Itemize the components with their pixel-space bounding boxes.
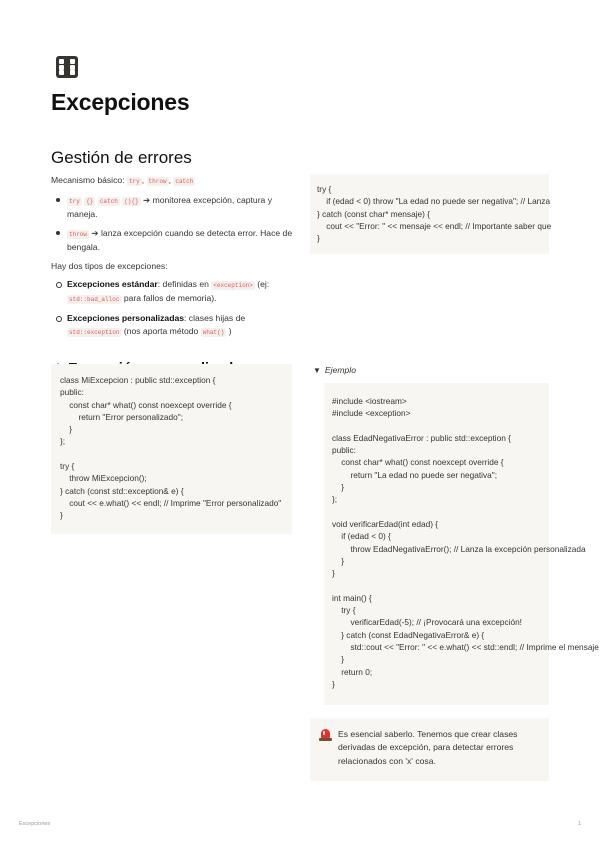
- toggle-ejemplo[interactable]: [313, 365, 356, 375]
- triangle-down-icon: ▼: [313, 365, 321, 375]
- separator: ,: [168, 175, 171, 185]
- type-text: : definidas en: [157, 279, 209, 289]
- page-title: Excepciones: [51, 89, 190, 115]
- list-item: [51, 227, 297, 254]
- type-text: ): [228, 326, 232, 336]
- inline-code: <exception>: [213, 282, 253, 289]
- list-item: [51, 312, 297, 339]
- inline-code: what(): [202, 329, 225, 336]
- inline-code: std::exception: [69, 329, 120, 336]
- intro-label: Mecanismo básico:: [51, 175, 125, 185]
- arrow-icon: ➔: [91, 228, 99, 238]
- type-text: (ej:: [257, 279, 270, 289]
- list-item-text: lanza excepción cuando se detecta error. Hace de bengala.: [67, 228, 293, 252]
- section-heading-gestion: Gestión de errores: [51, 148, 192, 167]
- inline-code: throw: [148, 178, 167, 185]
- inline-code: try: [128, 178, 140, 185]
- police-siren-icon: [319, 728, 332, 742]
- type-text: para fallos de memoria).: [123, 293, 217, 303]
- dice-five-icon: [56, 56, 78, 78]
- inline-code: catch: [175, 178, 194, 185]
- inline-code: catch: [99, 198, 118, 205]
- mechanism-list: [51, 194, 297, 254]
- code-block-custom-exception: class MiExcepcion : public std::exception { public: const char* what() const noexcept override { return "Error personalizado"; } }; try { throw MiExcepcion(); } catch (const std::exception& e) { cout << e.what() << endl; // Imprime "Error personalizado" }: [51, 364, 292, 534]
- footer-page-number: 1: [578, 821, 582, 827]
- type-text: (nos aporta método: [123, 326, 199, 336]
- types-intro: Hay dos tipos de excepciones:: [51, 261, 168, 271]
- inline-code: std::bad_alloc: [69, 296, 120, 303]
- callout: [310, 718, 549, 781]
- footer-title: Excepciones: [19, 821, 51, 827]
- type-name: Excepciones personalizadas: [67, 313, 185, 323]
- list-item-text: monitorea excepción, captura y maneja.: [67, 195, 273, 219]
- intro-paragraph: [51, 174, 297, 188]
- code-block-example: #include <iostream> #include <exception> class EdadNegativaError : public std::exception { public: const char* what() const noexcept override { return "La edad no puede ser negativa"; } }; void verificarEdad(int edad) { if (edad < 0) { throw EdadNegativaError(); // Lanza la excepción personalizada } } int main() { try { verificarEdad(-5); // ¡Provocará una excepción! } catch (const EdadNegativaError& e) { std::cout << "Error: " << e.what() << std::endl; // Imprime el mensaje } return 0; }: [324, 383, 549, 705]
- callout-text: Es esencial saberlo. Tenemos que crear clases derivadas de excepción, para detectar errores relacionados con 'x' cosa.: [338, 729, 518, 766]
- left-column: [51, 148, 297, 377]
- separator: ,: [141, 175, 145, 185]
- toggle-label: Ejemplo: [324, 365, 356, 375]
- inline-code: throw: [69, 231, 88, 238]
- list-item: [51, 278, 297, 306]
- list-item: [51, 194, 297, 221]
- arrow-icon: ➔: [143, 195, 151, 205]
- type-name: Excepciones estándar: [67, 279, 158, 289]
- code-block-try-catch: try { if (edad < 0) throw "La edad no puede ser negativa"; // Lanza } catch (const char* mensaje) { cout << "Error: " << mensaje << endl; // Importante saber que }: [310, 174, 549, 254]
- inline-code: (){}: [124, 198, 139, 205]
- inline-code: {}: [86, 198, 94, 205]
- type-text: : clases hijas de: [184, 313, 246, 323]
- inline-code: try: [69, 198, 80, 205]
- types-list: [51, 278, 297, 339]
